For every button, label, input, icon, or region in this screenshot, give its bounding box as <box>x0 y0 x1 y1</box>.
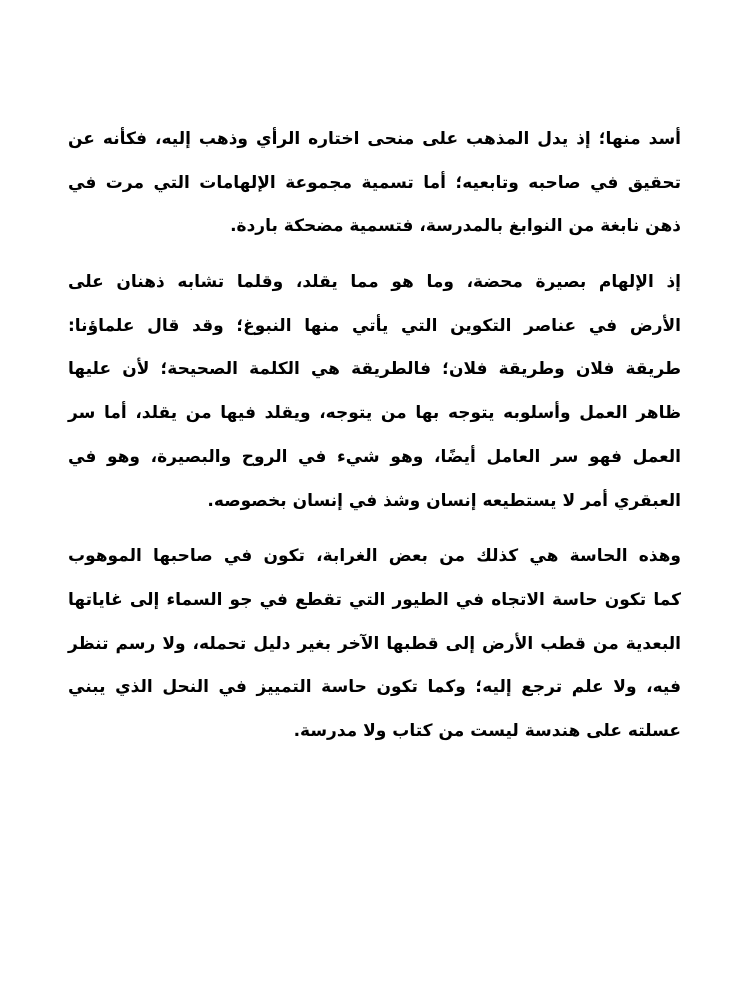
paragraph-3 <box>68 535 681 753</box>
text-line: العبقري أمر لا يستطيعه إنسان وشذ في إنسان بخصوصه. <box>207 490 681 511</box>
paragraph-2 <box>68 261 681 523</box>
text-line: ذهن نابغة من النوابغ بالمدرسة، فتسمية مضحكة باردة. <box>230 216 681 237</box>
text-line: أسد منها؛ إذ يدل المذهب على منحى اختاره الرأي وذهب إليه، فكأنه عن <box>68 129 681 149</box>
text-line: طريقة فلان وطريقة فلان؛ فالطريقة هي الكلمة الصحيحة؛ لأن عليها <box>68 359 681 380</box>
text-line: الأرض في عناصر التكوين التي يأتي منها النبوغ؛ وقد قال علماؤنا: <box>68 315 681 336</box>
text-line: وهذه الحاسة هي كذلك من بعض الغرابة، تكون في صاحبها الموهوب <box>68 546 681 567</box>
document-page <box>68 118 681 754</box>
text-line: فيه، ولا علم ترجع إليه؛ وكما تكون حاسة التمييز في النحل الذي يبني <box>68 677 681 698</box>
text-line: البعدية من قطب الأرض إلى قطبها الآخر بغير دليل تحمله، ولا رسم تنظر <box>68 633 681 654</box>
paragraph-1 <box>68 118 681 249</box>
text-line: تحقيق في صاحبه وتابعيه؛ أما تسمية مجموعة الإلهامات التي مرت في <box>68 172 681 193</box>
text-line: كما تكون حاسة الاتجاه في الطيور التي تقطع في جو السماء إلى غاياتها <box>68 589 681 610</box>
paragraph-gap <box>68 523 681 535</box>
text-line: عسلته على هندسة ليست من كتاب ولا مدرسة. <box>293 720 681 741</box>
paragraph-gap <box>68 249 681 261</box>
text-line: إذ الإلهام بصيرة محضة، وما هو مما يقلد، وقلما تشابه ذهنان على <box>68 272 681 293</box>
text-line: ظاهر العمل وأسلوبه يتوجه بها من يتوجه، ويقلد فيها من يقلد، أما سر <box>68 403 681 424</box>
text-line: العمل فهو سر العامل أيضًا، وهو شيء في الروح والبصيرة، وهو في <box>68 446 681 467</box>
